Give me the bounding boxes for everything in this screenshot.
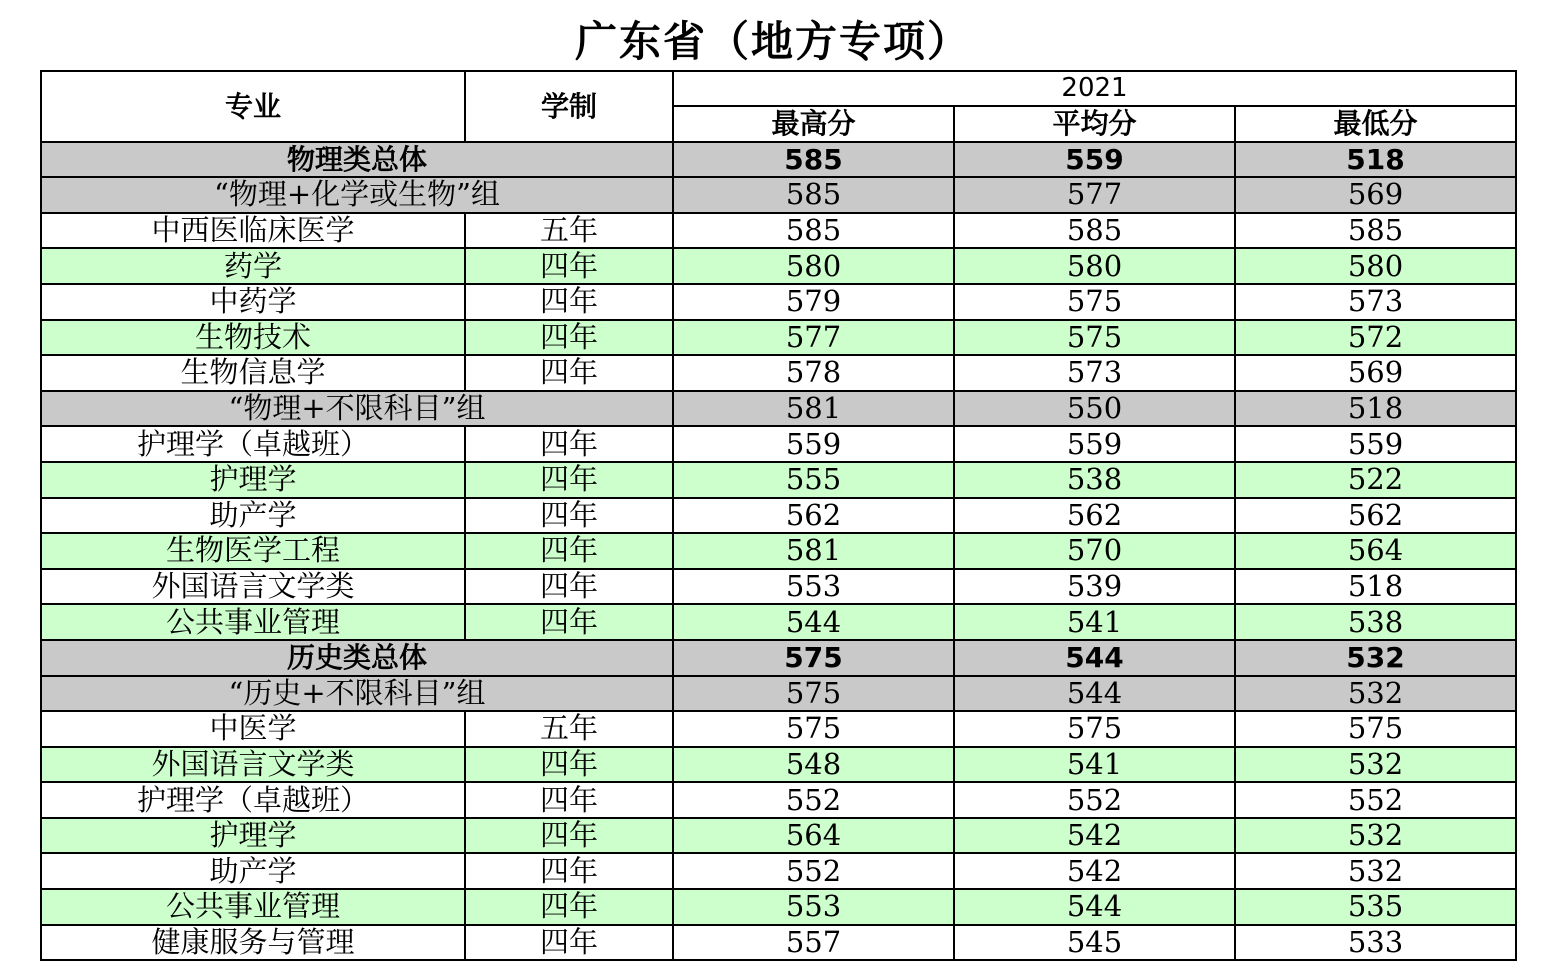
major-name-cell: 生物医学工程 [41, 533, 465, 569]
table-body [41, 142, 1516, 961]
duration-cell: 四年 [465, 355, 673, 391]
avg-score-cell: 541 [954, 604, 1235, 640]
column-header-major: 专业 [41, 71, 465, 142]
table-row [41, 604, 1516, 640]
major-name-cell: 生物技术 [41, 320, 465, 356]
min-score-cell: 522 [1235, 462, 1516, 498]
max-score-cell: 544 [673, 604, 954, 640]
table-row [41, 391, 1516, 427]
min-score-cell: 569 [1235, 355, 1516, 391]
table-row [41, 569, 1516, 605]
avg-score-cell: 544 [954, 676, 1235, 712]
table-row [41, 711, 1516, 747]
major-name-cell: 助产学 [41, 853, 465, 889]
duration-cell: 五年 [465, 711, 673, 747]
min-score-cell: 552 [1235, 782, 1516, 818]
min-score-cell: 518 [1235, 569, 1516, 605]
avg-score-cell: 552 [954, 782, 1235, 818]
min-score-cell: 573 [1235, 284, 1516, 320]
table-row [41, 462, 1516, 498]
duration-cell: 四年 [465, 782, 673, 818]
table-row [41, 177, 1516, 213]
min-score-cell: 532 [1235, 818, 1516, 854]
max-score-cell: 562 [673, 498, 954, 534]
avg-score-cell: 542 [954, 818, 1235, 854]
min-score-cell: 562 [1235, 498, 1516, 534]
max-score-cell: 577 [673, 320, 954, 356]
column-header-max: 最高分 [673, 106, 954, 142]
major-name-cell: 护理学（卓越班） [41, 782, 465, 818]
avg-score-cell: 573 [954, 355, 1235, 391]
table-row [41, 640, 1516, 676]
min-score-cell: 518 [1235, 142, 1516, 178]
major-name-cell: 生物信息学 [41, 355, 465, 391]
major-name-cell: 健康服务与管理 [41, 925, 465, 961]
table-row [41, 142, 1516, 178]
duration-cell: 四年 [465, 533, 673, 569]
duration-cell: 四年 [465, 498, 673, 534]
avg-score-cell: 577 [954, 177, 1235, 213]
min-score-cell: 532 [1235, 676, 1516, 712]
max-score-cell: 548 [673, 747, 954, 783]
table-row [41, 925, 1516, 961]
table-row [41, 533, 1516, 569]
min-score-cell: 538 [1235, 604, 1516, 640]
table-row [41, 818, 1516, 854]
min-score-cell: 532 [1235, 640, 1516, 676]
major-name-cell: 公共事业管理 [41, 604, 465, 640]
min-score-cell: 564 [1235, 533, 1516, 569]
max-score-cell: 585 [673, 142, 954, 178]
min-score-cell: 535 [1235, 889, 1516, 925]
table-row [41, 355, 1516, 391]
table-row [41, 853, 1516, 889]
table-row [41, 284, 1516, 320]
max-score-cell: 581 [673, 533, 954, 569]
score-table [40, 70, 1517, 961]
major-name-cell: 护理学 [41, 462, 465, 498]
table-row [41, 426, 1516, 462]
table-row [41, 498, 1516, 534]
table-row [41, 213, 1516, 249]
max-score-cell: 552 [673, 853, 954, 889]
duration-cell: 四年 [465, 569, 673, 605]
avg-score-cell: 580 [954, 248, 1235, 284]
column-header-year: 2021 [673, 71, 1516, 106]
avg-score-cell: 559 [954, 142, 1235, 178]
subject-group-label: “历史+不限科目”组 [41, 676, 673, 712]
max-score-cell: 564 [673, 818, 954, 854]
duration-cell: 四年 [465, 462, 673, 498]
table-row [41, 782, 1516, 818]
duration-cell: 四年 [465, 818, 673, 854]
table-row [41, 676, 1516, 712]
avg-score-cell: 559 [954, 426, 1235, 462]
avg-score-cell: 539 [954, 569, 1235, 605]
max-score-cell: 553 [673, 889, 954, 925]
avg-score-cell: 575 [954, 711, 1235, 747]
avg-score-cell: 544 [954, 640, 1235, 676]
duration-cell: 四年 [465, 889, 673, 925]
table-row [41, 248, 1516, 284]
max-score-cell: 575 [673, 676, 954, 712]
max-score-cell: 555 [673, 462, 954, 498]
duration-cell: 四年 [465, 747, 673, 783]
avg-score-cell: 575 [954, 284, 1235, 320]
major-name-cell: 药学 [41, 248, 465, 284]
duration-cell: 四年 [465, 853, 673, 889]
avg-score-cell: 544 [954, 889, 1235, 925]
max-score-cell: 575 [673, 640, 954, 676]
avg-score-cell: 538 [954, 462, 1235, 498]
max-score-cell: 559 [673, 426, 954, 462]
min-score-cell: 533 [1235, 925, 1516, 961]
max-score-cell: 578 [673, 355, 954, 391]
max-score-cell: 557 [673, 925, 954, 961]
avg-score-cell: 542 [954, 853, 1235, 889]
min-score-cell: 580 [1235, 248, 1516, 284]
min-score-cell: 532 [1235, 747, 1516, 783]
max-score-cell: 580 [673, 248, 954, 284]
table-header [41, 71, 1516, 142]
max-score-cell: 585 [673, 213, 954, 249]
max-score-cell: 579 [673, 284, 954, 320]
column-header-duration: 学制 [465, 71, 673, 142]
duration-cell: 四年 [465, 925, 673, 961]
subject-group-label: “物理+化学或生物”组 [41, 177, 673, 213]
table-row [41, 320, 1516, 356]
major-name-cell: 外国语言文学类 [41, 569, 465, 605]
duration-cell: 四年 [465, 320, 673, 356]
min-score-cell: 518 [1235, 391, 1516, 427]
max-score-cell: 575 [673, 711, 954, 747]
major-name-cell: 助产学 [41, 498, 465, 534]
column-header-min: 最低分 [1235, 106, 1516, 142]
min-score-cell: 585 [1235, 213, 1516, 249]
category-total-label: 物理类总体 [41, 142, 673, 178]
duration-cell: 四年 [465, 604, 673, 640]
duration-cell: 四年 [465, 426, 673, 462]
avg-score-cell: 570 [954, 533, 1235, 569]
major-name-cell: 中西医临床医学 [41, 213, 465, 249]
major-name-cell: 公共事业管理 [41, 889, 465, 925]
major-name-cell: 中药学 [41, 284, 465, 320]
min-score-cell: 572 [1235, 320, 1516, 356]
min-score-cell: 559 [1235, 426, 1516, 462]
category-total-label: 历史类总体 [41, 640, 673, 676]
min-score-cell: 575 [1235, 711, 1516, 747]
avg-score-cell: 575 [954, 320, 1235, 356]
table-row [41, 889, 1516, 925]
major-name-cell: 外国语言文学类 [41, 747, 465, 783]
subject-group-label: “物理+不限科目”组 [41, 391, 673, 427]
column-header-avg: 平均分 [954, 106, 1235, 142]
avg-score-cell: 550 [954, 391, 1235, 427]
max-score-cell: 552 [673, 782, 954, 818]
avg-score-cell: 545 [954, 925, 1235, 961]
max-score-cell: 585 [673, 177, 954, 213]
min-score-cell: 532 [1235, 853, 1516, 889]
duration-cell: 四年 [465, 248, 673, 284]
max-score-cell: 581 [673, 391, 954, 427]
avg-score-cell: 585 [954, 213, 1235, 249]
avg-score-cell: 562 [954, 498, 1235, 534]
duration-cell: 四年 [465, 284, 673, 320]
max-score-cell: 553 [673, 569, 954, 605]
page-title: 广东省（地方专项） [574, 17, 971, 66]
major-name-cell: 护理学 [41, 818, 465, 854]
min-score-cell: 569 [1235, 177, 1516, 213]
table-row [41, 747, 1516, 783]
duration-cell: 五年 [465, 213, 673, 249]
major-name-cell: 中医学 [41, 711, 465, 747]
major-name-cell: 护理学（卓越班） [41, 426, 465, 462]
avg-score-cell: 541 [954, 747, 1235, 783]
